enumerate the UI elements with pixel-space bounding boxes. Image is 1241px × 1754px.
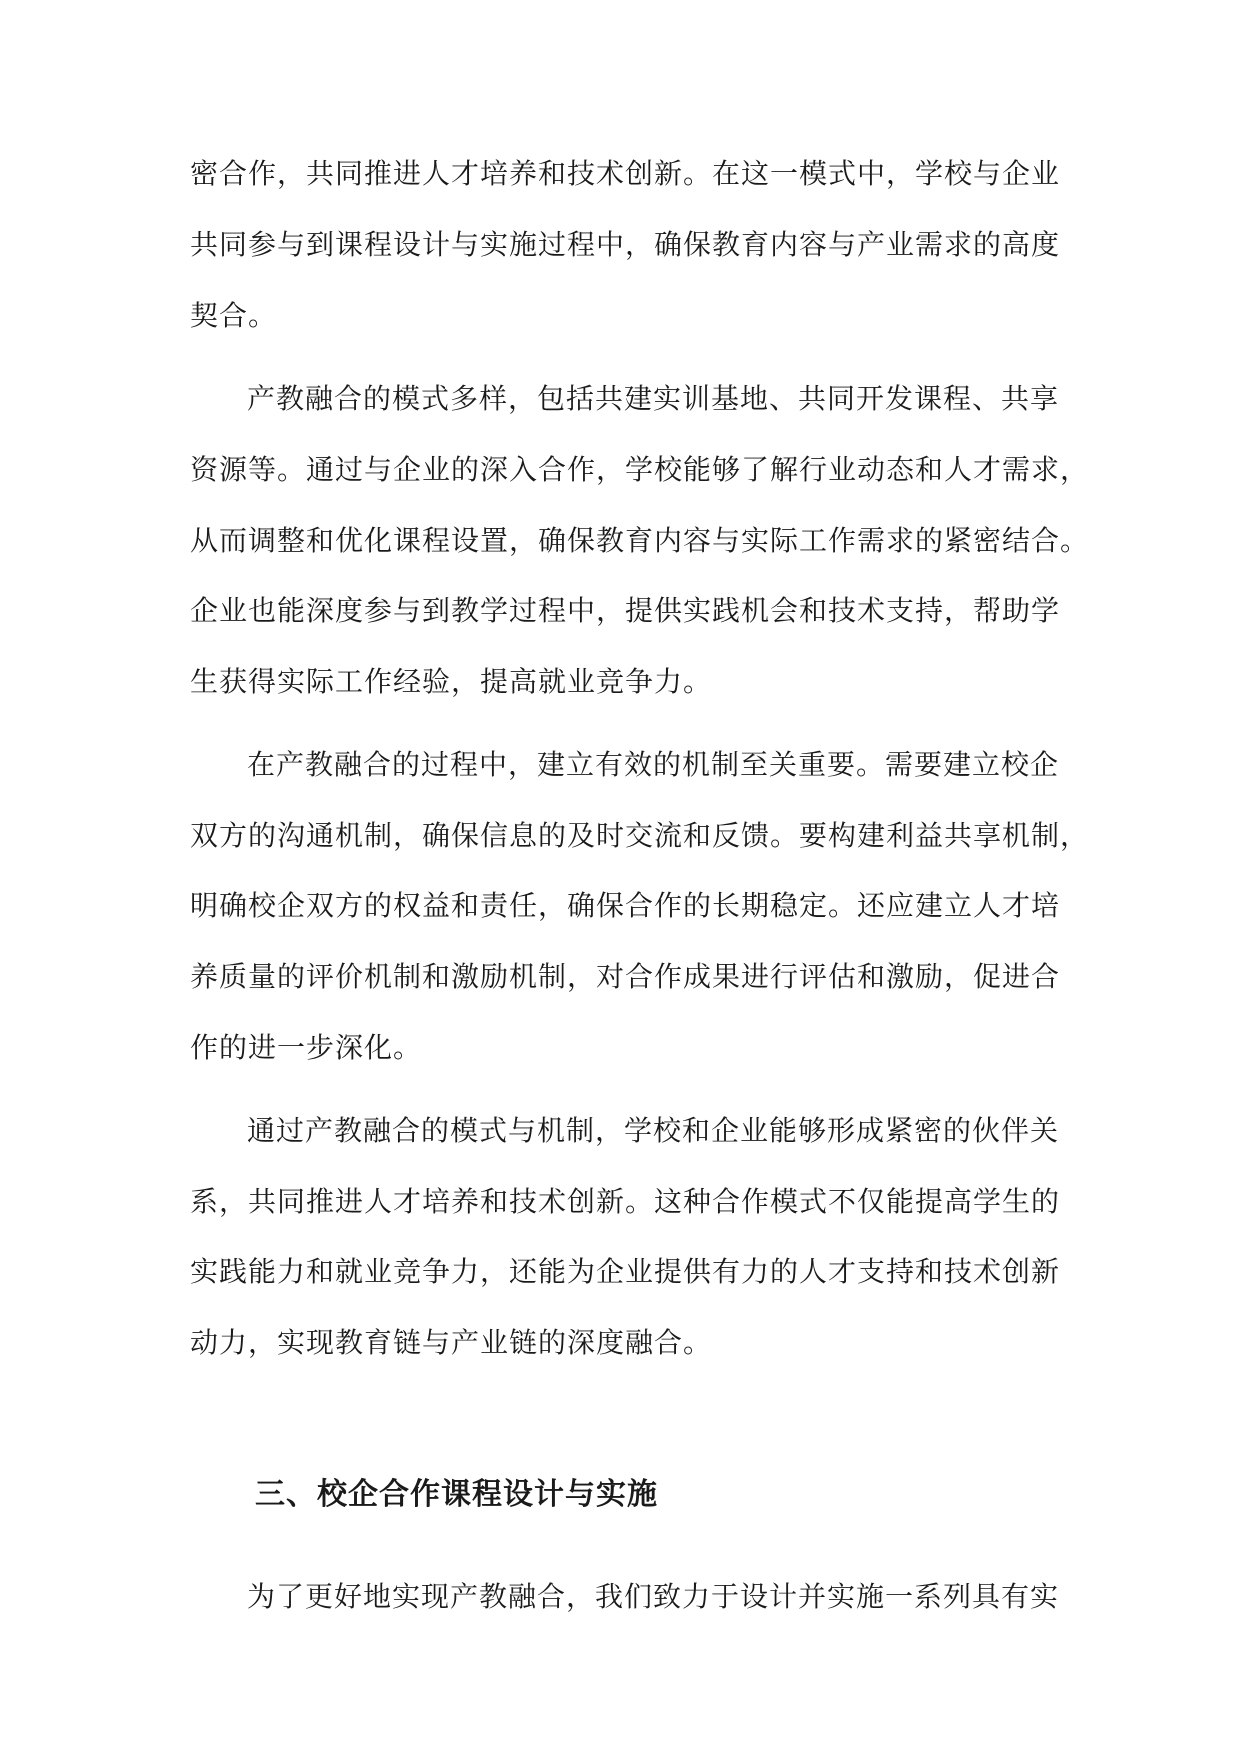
- paragraph-2-line-1: 产教融合的模式多样，包括共建实训基地、共同开发课程、共享: [247, 382, 1060, 415]
- section-heading: 三、校企合作课程设计与实施: [255, 1477, 658, 1512]
- paragraph-2-line-2: 资源等。通过与企业的深入合作，学校能够了解行业动态和人才需求，: [190, 453, 1090, 486]
- paragraph-3-line-2: 双方的沟通机制，确保信息的及时交流和反馈。要构建利益共享机制，: [190, 819, 1090, 852]
- paragraph-2-line-5: 生获得实际工作经验，提高就业竞争力。: [190, 665, 713, 698]
- paragraph-1-line-3: 契合。: [190, 299, 278, 332]
- paragraph-4-line-2: 系，共同推进人才培养和技术创新。这种合作模式不仅能提高学生的: [190, 1185, 1061, 1218]
- paragraph-3-line-1: 在产教融合的过程中，建立有效的机制至关重要。需要建立校企: [247, 748, 1060, 781]
- paragraph-3-line-3: 明确校企双方的权益和责任，确保合作的长期稳定。还应建立人才培: [190, 889, 1061, 922]
- paragraph-4-line-4: 动力，实现教育链与产业链的深度融合。: [190, 1326, 713, 1359]
- paragraph-1-line-2: 共同参与到课程设计与实施过程中，确保教育内容与产业需求的高度: [190, 228, 1061, 261]
- paragraph-1-line-1: 密合作，共同推进人才培养和技术创新。在这一模式中，学校与企业: [190, 157, 1061, 190]
- paragraph-5-line-1: 为了更好地实现产教融合，我们致力于设计并实施一系列具有实: [247, 1580, 1060, 1613]
- paragraph-3-line-5: 作的进一步深化。: [190, 1031, 423, 1064]
- paragraph-2-line-3: 从而调整和优化课程设置，确保教育内容与实际工作需求的紧密结合。: [190, 524, 1090, 557]
- paragraph-2-line-4: 企业也能深度参与到教学过程中，提供实践机会和技术支持，帮助学: [190, 594, 1061, 627]
- paragraph-4-line-3: 实践能力和就业竞争力，还能为企业提供有力的人才支持和技术创新: [190, 1255, 1061, 1288]
- paragraph-3-line-4: 养质量的评价机制和激励机制，对合作成果进行评估和激励，促进合: [190, 960, 1061, 993]
- paragraph-4-line-1: 通过产教融合的模式与机制，学校和企业能够形成紧密的伙伴关: [247, 1114, 1060, 1147]
